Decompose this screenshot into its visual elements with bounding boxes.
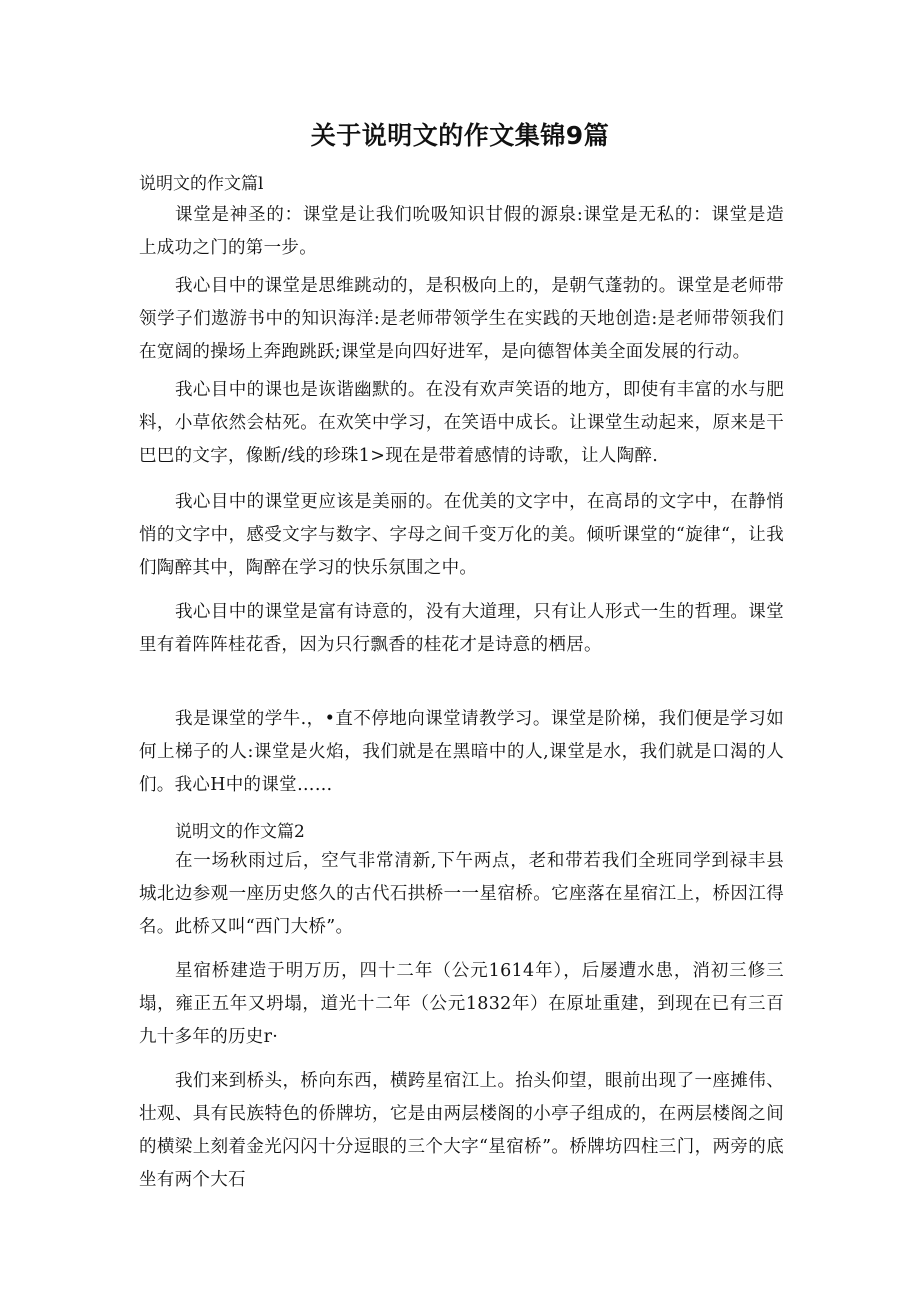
paragraph: 我是课堂的学牛.，•直不停地向课堂请教学习。课堂是阶梯，我们便是学习如何上梯子的人:课堂是火焰，我们就是在黑暗中的人,课堂是水，我们就是口渴的人们。我心H中的课堂…… xyxy=(139,709,784,795)
section1-heading: 说明文的作文篇l xyxy=(139,174,264,194)
paragraph: 我心目中的课堂更应该是美丽的。在优美的文字中，在高昂的文字中，在静悄悄的文字中，感受文字与数字、字母之间千变万化的美。倾听课堂的“旋律“，让我们陶醉其中，陶醉在学习的快乐氛围之中。 xyxy=(139,492,784,578)
section2-heading: 说明文的作文篇2 xyxy=(175,822,305,842)
paragraph: 在一场秋雨过后，空气非常清新,下午两点，老和带若我们全班同学到禄丰县城北边参观一座历史悠久的古代石拱桥一一星宿桥。它座落在星宿江上，桥因江得名。此桥又叫“西门大桥”。 xyxy=(139,851,784,937)
paragraph: 我心目中的课堂是思维跳动的，是积极向上的，是朝气蓬勃的。课堂是老师带领学子们遨游书中的知识海洋:是老师带领学生在实践的天地创造:是老师带领我们在宽阔的操场上奔跑跳跃;课堂是向四好进军，是向德智体美全面发展的行动。 xyxy=(139,276,784,362)
document-title: 关于说明文的作文集锦9篇 xyxy=(310,121,610,150)
paragraph: 星宿桥建造于明万历，四十二年（公元1614年），后屡遭水患，消初三修三塌，雍正五年又坍塌，道光十二年（公元1832年）在原址重建，到现在已有三百九十多年的历史r· xyxy=(139,961,784,1047)
paragraph: 我们来到桥头，桥向东西，横跨星宿江上。抬头仰望，眼前出现了一座摊伟、壮观、具有民族特色的侨牌坊，它是由两层楼阁的小亭子组成的，在两层楼阁之间的横梁上刻着金光闪闪十分逗眼的三个大字“星宿桥”。桥牌坊四柱三门，两旁的底坐有两个大石 xyxy=(139,1071,784,1190)
paragraph: 课堂是神圣的：课堂是让我们吮吸知识甘假的源泉:课堂是无私的：课堂是造上成功之门的第一步。 xyxy=(139,205,784,258)
paragraph: 我心目中的课堂是富有诗意的，没有大道理，只有让人形式一生的哲理。课堂里有着阵阵桂花香，因为只行飘香的桂花才是诗意的栖居。 xyxy=(139,602,784,655)
paragraph: 我心目中的课也是诙谐幽默的。在没有欢声笑语的地方，即使有丰富的水与肥料，小草依然会枯死。在欢笑中学习，在笑语中成长。让课堂生动起来，原来是干巴巴的文字，像断/线的珍珠1>现在是带着感情的诗歌，让人陶醉. xyxy=(139,380,784,466)
